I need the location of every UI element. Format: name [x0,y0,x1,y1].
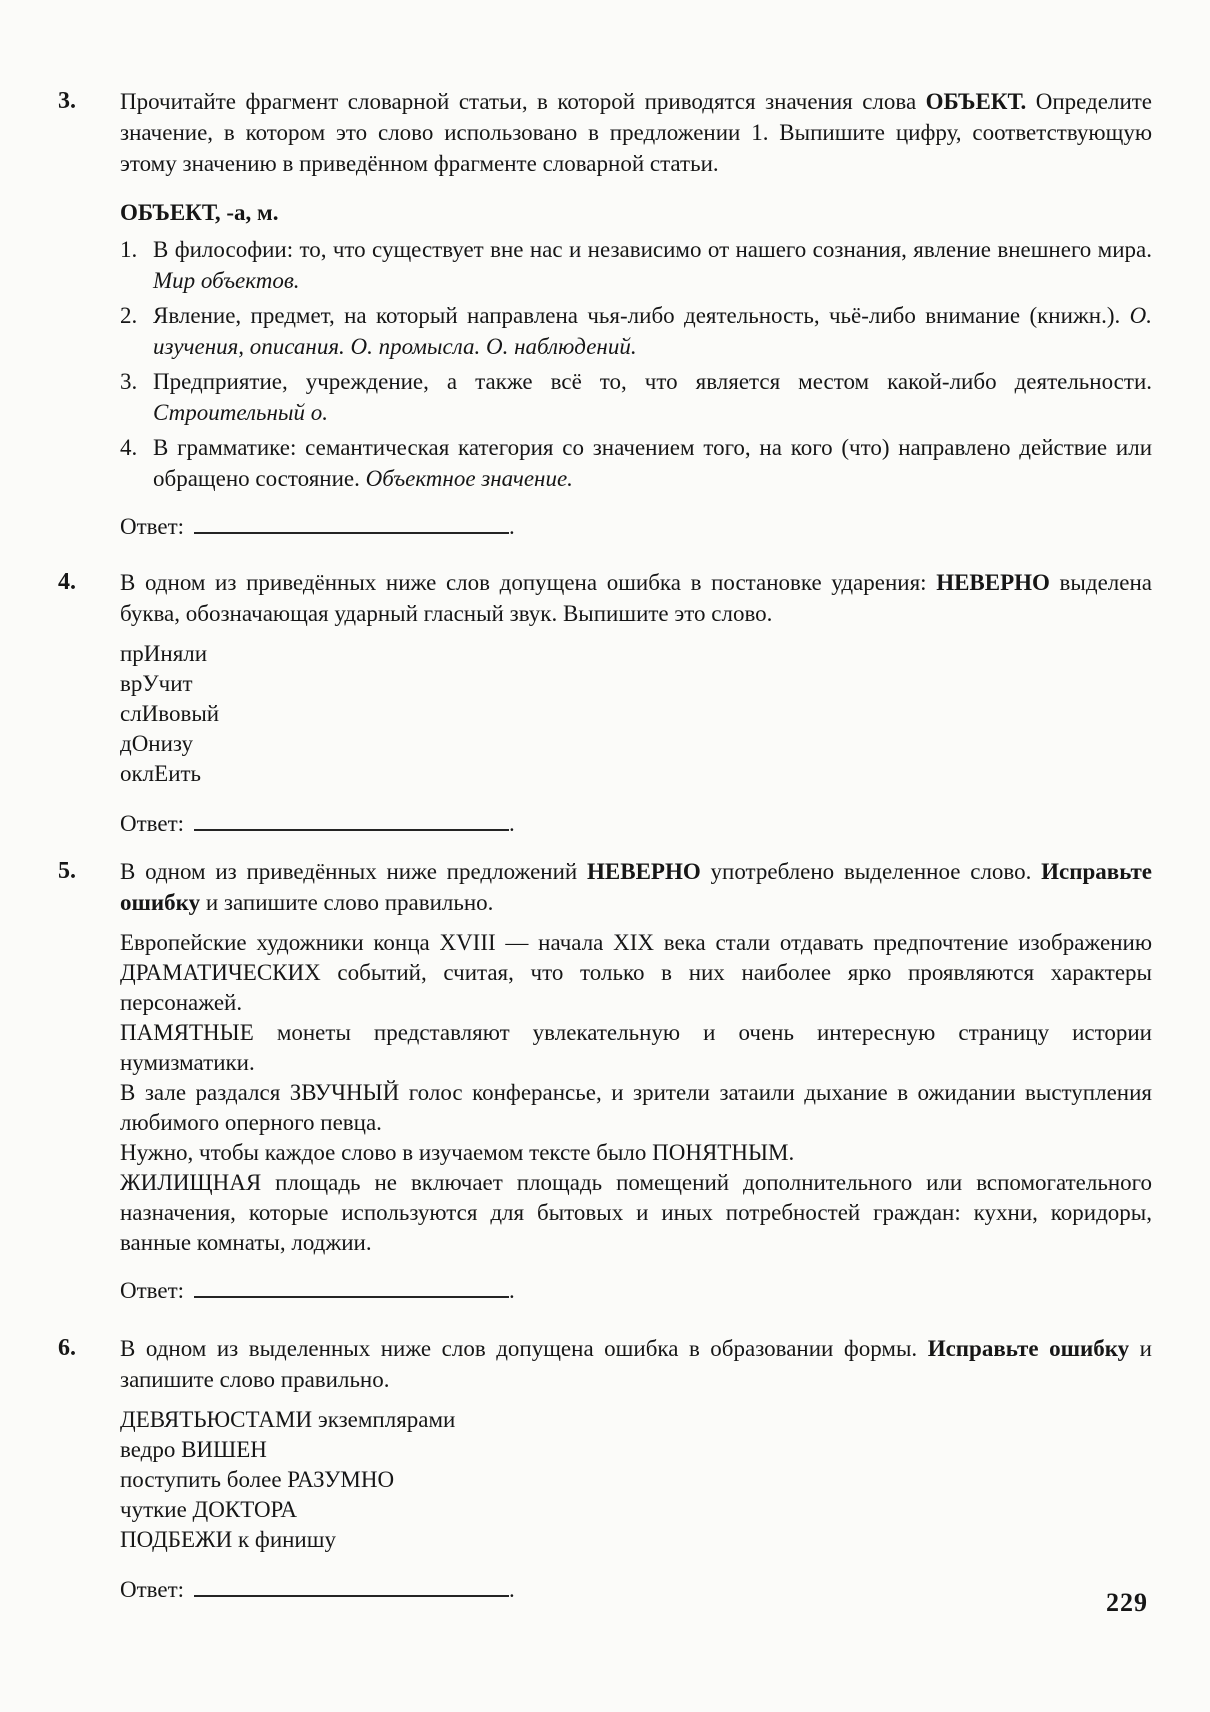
task-3 [58,86,1152,543]
text-segment: В одном из приведённых ниже предложений [120,859,587,884]
definition-item [120,432,1152,494]
definition-number: 3. [120,369,138,394]
answer-label: Ответ: [120,811,185,836]
sentence-option: ЖИЛИЩНАЯ площадь не включает площадь помещений дополнительного или вспомогательного назначения, которые используются для бытовых и иных потребностей граждан: кухни, коридоры, ванные комнаты, лоджии. [120,1170,1152,1255]
task-body [120,86,1152,543]
text-segment: В философии: то, что существует вне нас и независимо от нашего сознания, явление внешнего мира. [153,237,1152,262]
text-segment: Исправьте ошибку [120,859,1153,915]
word-option: поступить более РАЗУМНО [120,1467,395,1492]
text-segment: Объектное значение. [365,466,573,491]
text-segment: употреблено выделенное слово. [700,859,1042,884]
definition-item [120,366,1152,428]
sentence-options-list [120,928,1152,1258]
answer-line [120,1573,1152,1606]
definition-text [153,432,1152,494]
page-number: 229 [1106,1588,1148,1617]
definition-text [153,366,1152,428]
answer-line [120,807,1152,840]
text-segment: НЕВЕРНО [936,570,1050,595]
text-segment: В одном из выделенных ниже слов допущена ошибка в образовании формы. [120,1336,928,1361]
answer-label: Ответ: [120,514,185,539]
answer-period: . [509,1577,515,1602]
task-number: 5. [58,858,76,884]
sentence-option: ПАМЯТНЫЕ монеты представляют увлекательную и очень интересную страницу истории нумизматики. [120,1020,1152,1075]
word-option: ведро ВИШЕН [120,1437,267,1462]
definition-text [153,234,1152,296]
text-segment: Исправьте ошибку [927,1336,1130,1361]
text-segment: и запишите слово правильно. [120,1336,1152,1392]
task-intro [120,86,1152,179]
text-segment: ОБЪЕКТ. [925,89,1027,114]
text-segment: и запишите слово правильно. [200,890,494,915]
definition-number: 4. [120,435,138,460]
word-options-list [120,639,1152,789]
definition-number: 1. [120,237,138,262]
text-segment: НЕВЕРНО [587,859,701,884]
task-number: 6. [58,1335,76,1361]
word-option: ПОДБЕЖИ к финишу [120,1527,336,1552]
word-option: чуткие ДОКТОРА [120,1497,298,1522]
answer-period: . [509,811,515,836]
answer-blank [194,807,509,831]
definition-item [120,234,1152,296]
word-option: прИняли [120,641,208,666]
definition-number: 2. [120,303,138,328]
task-intro [120,856,1152,918]
sentence-option: Нужно, чтобы каждое слово в изучаемом тексте было ПОНЯТНЫМ. [120,1140,795,1165]
task-number: 3. [58,88,76,114]
answer-period: . [509,1278,515,1303]
word-option: дОнизу [120,731,194,756]
task-body [120,567,1152,840]
word-option: слИвовый [120,701,220,726]
answer-blank [194,510,509,534]
text-segment: Явление, предмет, на который направлена чья-либо деятельность, чьё-либо внимание (книжн.). [153,303,1130,328]
answer-blank [194,1573,509,1597]
task-4 [58,567,1152,840]
text-segment: Строительный о. [153,400,329,425]
task-intro [120,1333,1152,1395]
text-segment: О. изучения, описания. О. промысла. О. наблюдений. [153,303,1152,359]
text-segment: Прочитайте фрагмент словарной статьи, в которой приводятся значения слова [120,89,926,114]
text-segment: Мир объектов. [153,268,300,293]
text-segment: Определите значение, в котором это слово использовано в предложении 1. Выпишите цифру, соответствующую этому значению в приведённом фрагменте словарной статьи. [120,89,1153,176]
answer-line [120,1274,1152,1307]
word-option: ДЕВЯТЬЮСТАМИ экземплярами [120,1407,456,1432]
sentence-option: В зале раздался ЗВУЧНЫЙ голос конферансье, и зрители затаили дыхание в ожидании выступления любимого оперного певца. [120,1080,1152,1135]
sentence-option: Европейские художники конца XVIII — начала XIX века стали отдавать предпочтение изображению ДРАМАТИЧЕСКИХ событий, считая, что только в них наиболее ярко проявляются характеры персонажей. [120,930,1152,1015]
task-6 [58,1333,1152,1606]
task-5 [58,856,1152,1307]
text-segment: выделена буква, обозначающая ударный гласный звук. Выпишите это слово. [120,570,1152,626]
dictionary-definitions [120,234,1152,494]
answer-blank [194,1274,509,1298]
word-option: оклЕить [120,761,202,786]
task-body [120,856,1152,1307]
answer-label: Ответ: [120,1278,185,1303]
word-options-list [120,1405,1152,1555]
answer-label: Ответ: [120,1577,185,1602]
answer-period: . [509,514,515,539]
definition-item [120,300,1152,362]
task-number: 4. [58,569,76,595]
answer-line [120,510,1152,543]
task-body [120,1333,1152,1606]
text-segment: В грамматике: семантическая категория со значением того, на кого (что) направлено действие или обращено состояние. [153,435,1152,491]
text-segment: Предприятие, учреждение, а также всё то, что является местом какой-либо деятельности. [153,369,1152,394]
word-option: врУчит [120,671,193,696]
dictionary-headword: ОБЪЕКТ, -а, м. [120,200,279,225]
definition-text [153,300,1152,362]
text-segment: В одном из приведённых ниже слов допущена ошибка в постановке ударения: [120,570,937,595]
task-intro [120,567,1152,629]
